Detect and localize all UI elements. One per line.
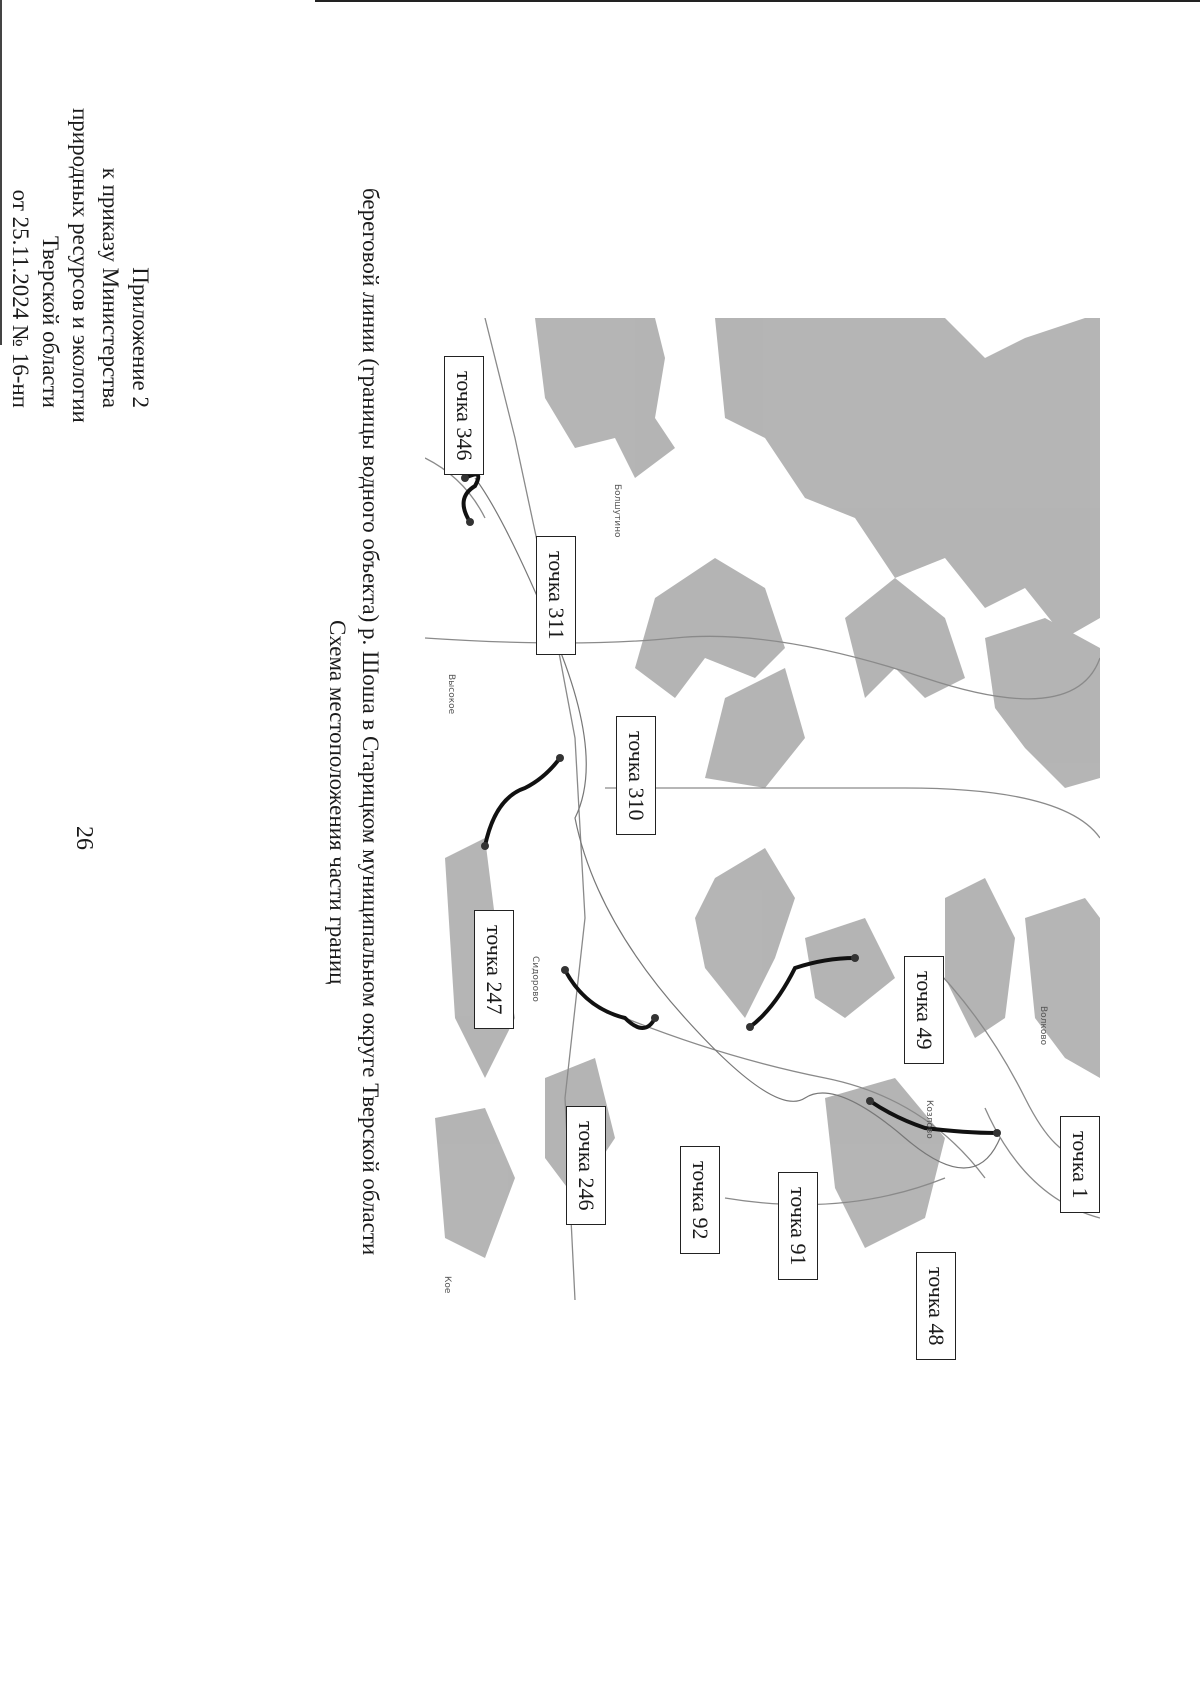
- point-label-91: точка 91: [778, 1172, 818, 1280]
- endpoint-marker: [866, 1097, 874, 1105]
- place-name-volkovo: Волково: [1038, 1006, 1048, 1046]
- point-label-346: точка 346: [444, 356, 484, 475]
- endpoint-marker: [481, 842, 489, 850]
- annex-line: от 25.11.2024 № 16-нп: [8, 189, 33, 408]
- point-label-1: точка 1: [1060, 1116, 1100, 1213]
- endpoint-marker: [466, 518, 474, 526]
- page-edge-left: [0, 0, 2, 345]
- point-label-310: точка 310: [616, 716, 656, 835]
- endpoint-marker: [651, 1014, 659, 1022]
- map-title-line-1: Схема местоположения части границ: [325, 620, 350, 985]
- place-name-sidorovo: Сидорово: [530, 956, 540, 1002]
- point-label-246: точка 246: [566, 1106, 606, 1225]
- annex-line: к приказу Министерства: [98, 167, 123, 408]
- place-name-koe: Кое: [442, 1276, 452, 1294]
- place-name-vysokoe: Высокое: [446, 674, 456, 715]
- map-title-line-2: береговой линии (границы водного объекта) р. Шоша в Старицком муниципальном округе Тверской области: [358, 188, 383, 1256]
- scheme-map: [425, 318, 1100, 1300]
- page-edge-top: [315, 0, 1200, 2]
- endpoint-marker: [561, 966, 569, 974]
- annex-line: природных ресурсов и экологии: [68, 108, 93, 423]
- place-name-bolshutino: Болшутино: [612, 484, 622, 538]
- page-number: 26: [71, 826, 97, 850]
- point-label-48: точка 48: [916, 1252, 956, 1360]
- endpoint-marker: [993, 1129, 1001, 1137]
- endpoint-marker: [746, 1023, 754, 1031]
- place-name-kozlovo: Козлово: [924, 1100, 934, 1139]
- annex-line: Приложение 2: [128, 267, 153, 408]
- point-label-92: точка 92: [680, 1146, 720, 1254]
- point-label-311: точка 311: [536, 536, 576, 655]
- annex-line: Тверской области: [38, 236, 63, 408]
- annex-header: [5, 108, 155, 423]
- endpoint-marker: [556, 754, 564, 762]
- endpoint-marker: [851, 954, 859, 962]
- point-label-49: точка 49: [904, 956, 944, 1064]
- point-label-247: точка 247: [474, 910, 514, 1029]
